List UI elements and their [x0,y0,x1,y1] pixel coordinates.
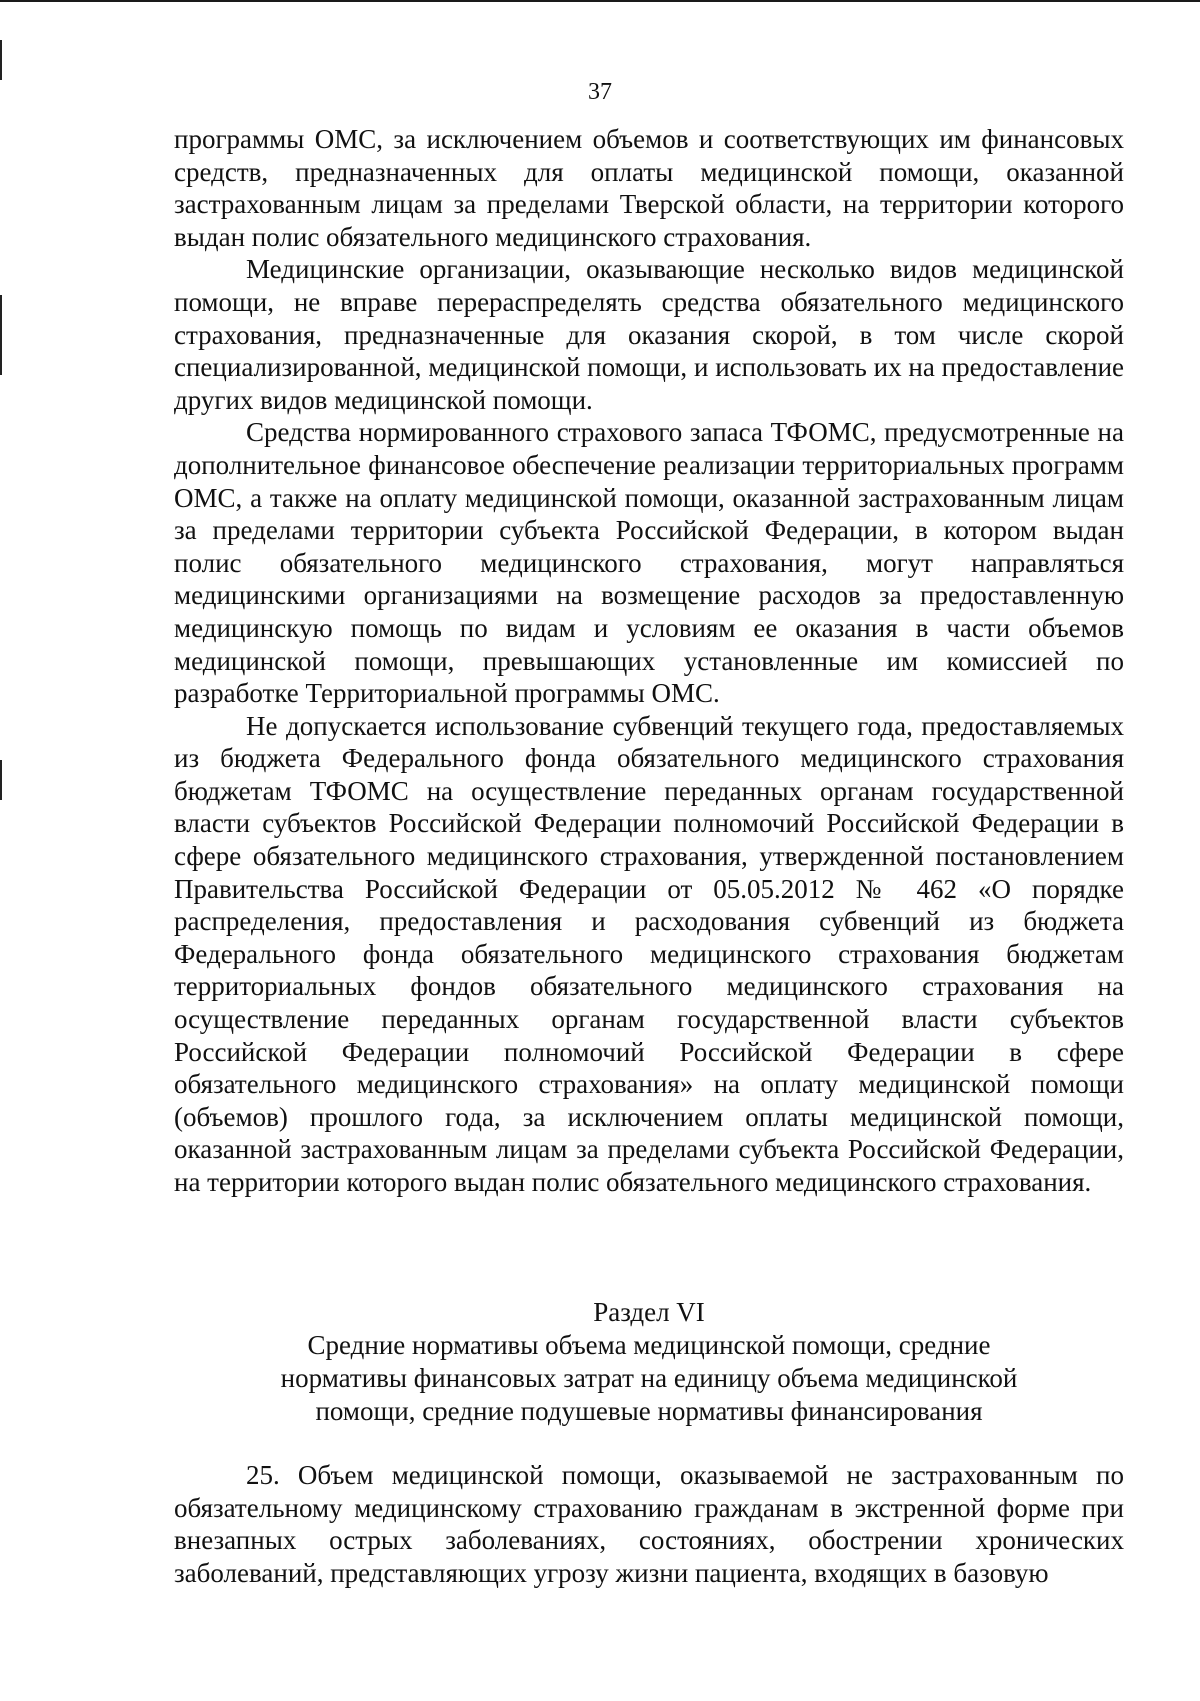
section-title-line: нормативы финансовых затрат на единицу объема медицинской [280,1363,1018,1393]
section-label: Раздел VI [593,1297,705,1327]
item-25 [174,1459,1124,1589]
paragraph: Средства нормированного страхового запаса ТФОМС, предусмотренные на дополнительное финансовое обеспечение реализации территориальных программ ОМС, а также на оплату медицинской помощи, оказанной застрахованным лицам за пределами территории субъекта Российской Федерации, в котором выдан полис обязательного медицинского страхования, могут направляться медицинскими организациями на возмещение расходов за предоставленную медицинскую помощь по видам и условиям ее оказания в части объемов медицинской помощи, превышающих установленные им комиссией по разработке Территориальной программы ОМС. [174,417,1124,709]
scan-edge-mark [0,295,2,375]
paragraph: 25. Объем медицинской помощи, оказываемой не застрахованным по обязательному медицинскому страхованию гражданам в экстренной форме при внезапных острых заболеваниях, состояниях, обострении хронических заболеваний, представляющих угрозу жизни пациента, входящих в базовую [174,1460,1124,1588]
paragraph: программы ОМС, за исключением объемов и соответствующих им финансовых средств, предназначенных для оплаты медицинской помощи, оказанной застрахованным лицам за пределами Тверской области, на территории которого выдан полис обязательного медицинского страхования. [174,124,1124,252]
scan-edge-mark [0,40,2,80]
paragraph: Медицинские организации, оказывающие несколько видов медицинской помощи, не вправе перераспределять средства обязательного медицинского страхования, предназначенные для оказания скорой, в том числе скорой специализированной, медицинской помощи, и использовать их на предоставление других видов медицинской помощи. [174,254,1124,415]
scan-top-border [0,0,1200,2]
page-number: 37 [588,79,612,105]
scan-edge-mark [0,760,2,800]
document-body [174,123,1124,1199]
section-title-line: Средние нормативы объема медицинской помощи, средние [307,1330,991,1360]
section-title-line: помощи, средние подушевые нормативы финансирования [315,1396,983,1426]
section-heading [174,1296,1124,1428]
paragraph: Не допускается использование субвенций текущего года, предоставляемых из бюджета Федерального фонда обязательного медицинского страхования бюджетам ТФОМС на осуществление переданных органам государственной власти субъектов Российской Федерации полномочий Российской Федерации в сфере обязательного медицинского страхования, утвержденной постановлением Правительства Российской Федерации от 05.05.2012 № 462 «О порядке распределения, предоставления и расходования субвенций из бюджета Федерального фонда обязательного медицинского страхования бюджетам территориальных фондов обязательного медицинского страхования на осуществление переданных органам государственной власти субъектов Российской Федерации полномочий Российской Федерации в сфере обязательного медицинского страхования» на оплату медицинской помощи (объемов) прошлого года, за исключением оплаты медицинской помощи, оказанной застрахованным лицам за пределами субъекта Российской Федерации, на территории которого выдан полис обязательного медицинского страхования. [174,710,1124,1197]
